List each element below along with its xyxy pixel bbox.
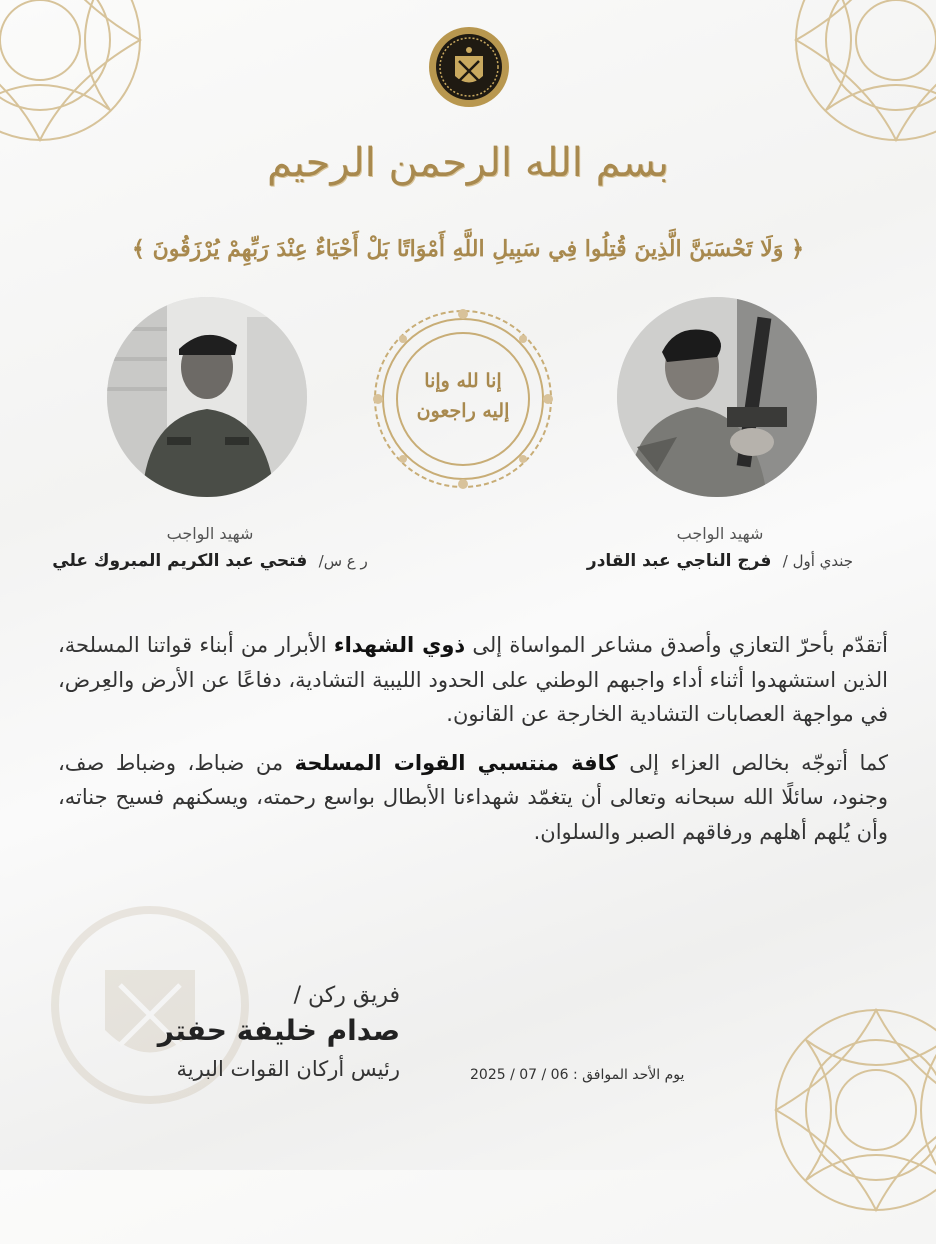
martyr-rank: جندي أول / xyxy=(782,552,854,570)
medallion-text: إنا لله وإنا إليه راجعون xyxy=(416,370,510,422)
martyr-title: شهيد الواجب xyxy=(166,524,254,543)
martyr-photo-right xyxy=(617,297,817,497)
quran-verse: ﴿ وَلَا تَحْسَبَنَّ الَّذِينَ قُتِلُوا فِي سَبِيلِ اللَّهِ أَمْوَاتًا بَلْ أَحْيَاءٌ عِنْدَ رَبِّهِمْ يُرْزَقُونَ ﴾ xyxy=(132,236,804,262)
date-value: 2025 / 07 / 06 xyxy=(470,1067,569,1083)
basmala-calligraphy: بسم الله الرحمن الرحيم xyxy=(266,140,670,186)
corner-ornament-bottom-right xyxy=(746,980,936,1240)
martyr-photo-left xyxy=(107,297,307,497)
condolence-message xyxy=(58,628,888,863)
corner-ornament-top-right xyxy=(766,0,936,170)
martyr-name: فرج الناجي عبد القادر xyxy=(586,551,772,571)
martyr-caption-left xyxy=(40,524,380,571)
martyr-title: شهيد الواجب xyxy=(676,524,764,543)
corner-ornament-top-left xyxy=(0,0,170,170)
martyr-rank: ر ع س/ xyxy=(318,552,368,570)
signer-rank: فريق ركن / xyxy=(293,983,400,1008)
signer-name: صدام خليفة حفتر xyxy=(157,1014,400,1047)
signature-block xyxy=(110,983,400,1081)
message-text: أتقدّم بأحرّ التعازي وأصدق مشاعر المواساة إلى xyxy=(472,633,888,657)
message-text: من ضباط، وضباط صف، وجنود، سائلًا الله سبحانه وتعالى أن يتغمّد شهداءنا الأبطال بواسع رحمته، ويسكنهم فسيح جناته، وأن يُلهم أهلهم ورفاقهم الصبر والسلوان. xyxy=(58,750,888,844)
armed-forces-emblem-icon xyxy=(428,26,510,108)
issue-date xyxy=(470,1067,684,1083)
message-paragraph-1 xyxy=(58,628,888,732)
message-text: كما أتوجّه بخالص العزاء إلى xyxy=(629,750,888,775)
message-text: الأبرار من أبناء قواتنا المسلحة، الذين استشهدوا أثناء أداء واجبهم الوطني على الحدود الليبية التشادية، دفاعًا عن الأرض والعِرض، في مواجهة العصابات التشادية الخارجة عن القانون. xyxy=(58,633,888,726)
martyr-caption-right xyxy=(550,524,890,571)
message-paragraph-2 xyxy=(58,746,888,850)
message-bold-text: ذوي الشهداء xyxy=(333,633,466,657)
condolence-medallion xyxy=(370,306,556,492)
date-label: يوم الأحد الموافق : xyxy=(572,1067,685,1083)
message-bold-text: كافة منتسبي القوات المسلحة xyxy=(294,750,618,775)
signer-title: رئيس أركان القوات البرية xyxy=(176,1057,400,1081)
martyr-name: فتحي عبد الكريم المبروك علي xyxy=(52,551,308,571)
